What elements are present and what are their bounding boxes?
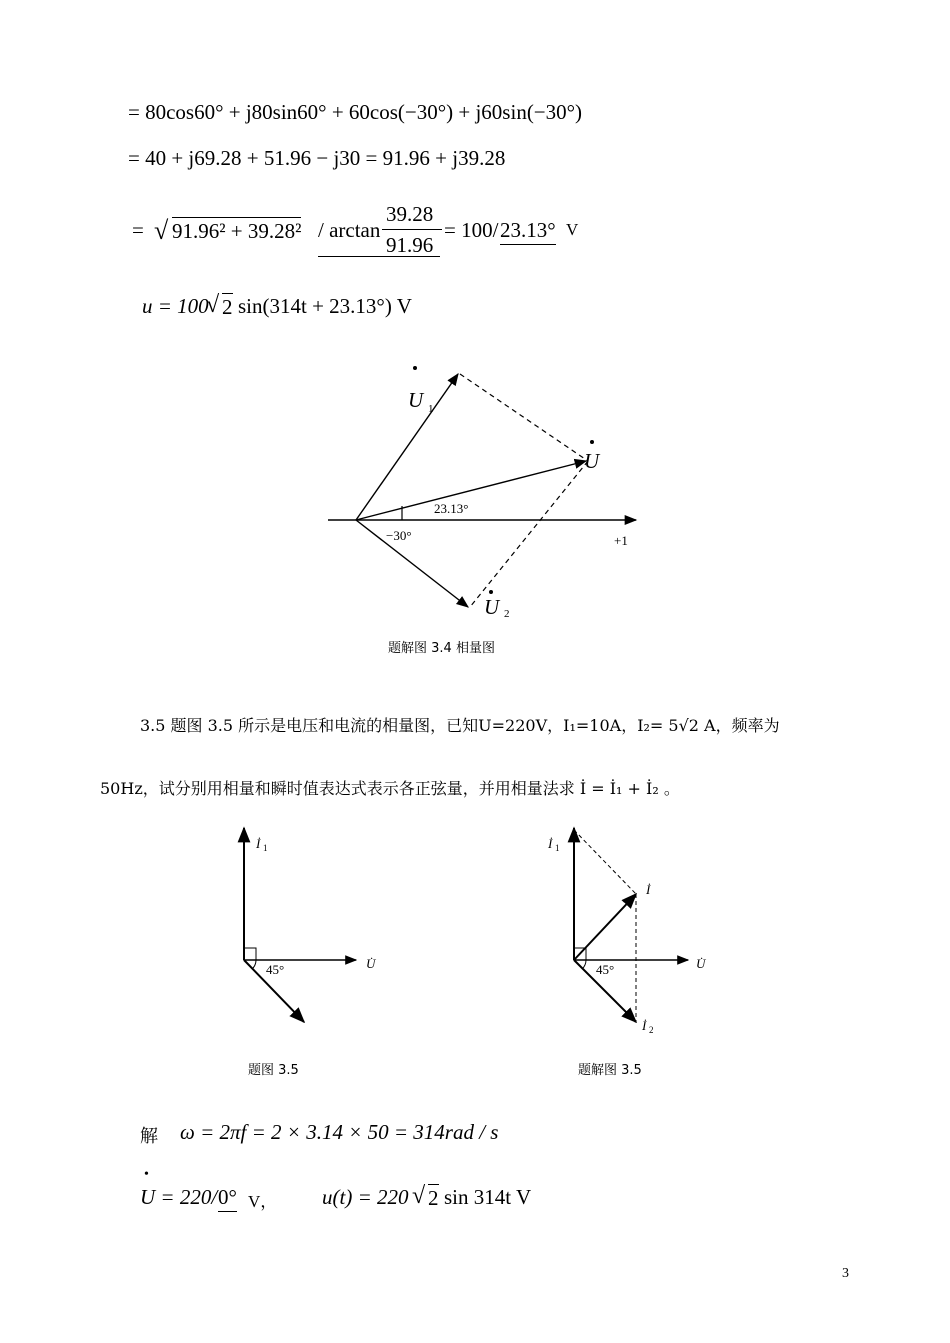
problem-3-5-line-2: 50Hz，试分别用相量和瞬时值表达式表示各正弦量，并用相量法求 İ = İ₁ + İ₂ 。	[100, 779, 680, 798]
phasor-lhs: U = 220/	[140, 1185, 218, 1209]
equation-line-2: = 40 + j69.28 + 51.96 − j30 = 91.96 + j39.28	[128, 146, 506, 170]
dashed-parallel-2	[470, 461, 588, 607]
right-angle-mark	[244, 948, 256, 960]
eq3-radicand: 91.96² + 39.28²	[172, 219, 302, 243]
page-number: 3	[842, 1266, 849, 1281]
dashed-line-1	[574, 830, 636, 894]
omega-equation: ω = 2πf = 2 × 3.14 × 50 = 314rad / s	[180, 1120, 499, 1144]
instant-sqrt: 2	[428, 1186, 439, 1210]
label-u: U	[584, 449, 600, 473]
label-i1: İ	[256, 836, 261, 851]
angle-lower-label: −30°	[386, 528, 412, 543]
phasor-diagram-3-4	[320, 360, 660, 630]
phasor-diagram-3-5-right	[540, 820, 720, 1040]
label-i2-sub: 2	[649, 1025, 654, 1035]
solution-label: 解	[140, 1126, 158, 1147]
solution-phasor-line	[140, 1167, 560, 1217]
label-i1-sub: 1	[263, 843, 268, 853]
dot-icon	[590, 440, 594, 444]
dashed-parallel-1	[460, 374, 588, 461]
phasor-u2-arrow	[356, 520, 468, 607]
fraction-bar	[382, 229, 442, 230]
underline-rule	[318, 256, 440, 257]
equation-line-4	[142, 294, 462, 324]
eq3-numerator: 39.28	[386, 202, 434, 226]
sqrt-symbol-icon: √	[154, 216, 169, 245]
axis-label: +1	[614, 533, 628, 548]
eq3-result-prefix: = 100/	[444, 218, 499, 242]
dot-icon: •	[144, 1167, 149, 1182]
angle-label: 45°	[266, 962, 285, 977]
angle-upper-label: 23.13°	[434, 501, 469, 516]
phasor-unit: V，	[248, 1192, 278, 1211]
eq3-result-angle: 23.13°	[500, 218, 556, 245]
instant-lhs: u(t) = 220	[322, 1185, 409, 1209]
equation-line-1: = 80cos60° + j80sin60° + 60cos(−30°) + j60sin(−30°)	[128, 100, 583, 124]
label-u: U̇	[366, 956, 376, 971]
problem-3-5-line-1: 3.5 题图 3.5 所示是电压和电流的相量图，已知U=220V，I₁=10A，I₂= 5√2 A，频率为	[140, 716, 780, 735]
label-u2: U	[484, 595, 500, 619]
eq3-prefix: =	[132, 218, 144, 242]
eq4-lhs: u = 100	[142, 294, 209, 318]
figure-3-5-solution-caption: 题解图 3.5	[578, 1063, 642, 1078]
label-u1-sub: 1	[428, 403, 434, 415]
label-i2: İ	[642, 1018, 647, 1033]
label-u: U̇	[696, 956, 706, 971]
eq3-denominator: 91.96	[386, 233, 434, 257]
label-i1-sub: 1	[555, 843, 560, 853]
phasor-angle: 0°	[218, 1185, 237, 1212]
phasor-diagram-3-5-left	[230, 820, 390, 1040]
sqrt-symbol-icon: √	[206, 292, 220, 318]
angle-label: 45°	[596, 962, 615, 977]
dot-icon	[489, 590, 493, 594]
label-i: İ	[646, 882, 651, 897]
eq4-rhs: sin(314t + 23.13°) V	[238, 294, 412, 318]
label-u1: U	[408, 388, 424, 412]
instant-rhs: sin 314t V	[444, 1185, 532, 1209]
dot-icon	[413, 366, 417, 370]
phasor-i-arrow	[574, 894, 636, 960]
eq3-arctan: / arctan	[318, 218, 381, 242]
eq3-unit: V	[566, 220, 579, 239]
figure-3-4-caption: 题解图 3.4 相量图	[388, 641, 495, 656]
sqrt-symbol-icon: √	[412, 1183, 426, 1209]
label-i1: İ	[548, 836, 553, 851]
eq4-sqrt: 2	[222, 295, 233, 319]
figure-3-5-caption: 题图 3.5	[248, 1063, 299, 1078]
label-u2-sub: 2	[504, 608, 510, 620]
